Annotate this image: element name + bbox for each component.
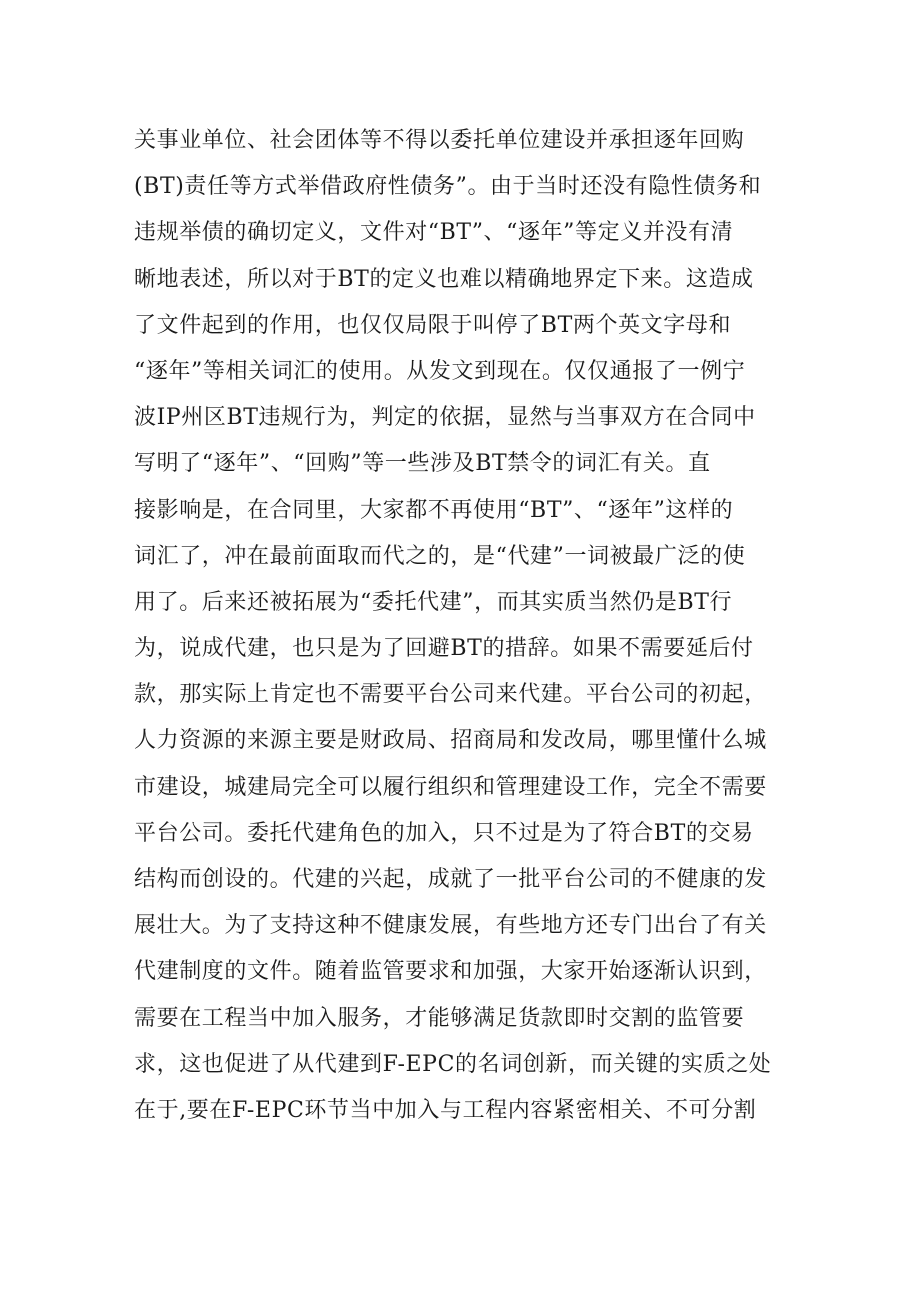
text-line: (BT)责任等方式举借政府性债务”。由于当时还没有隐性债务和 [134, 174, 762, 200]
text-line: 展壮大。为了支持这种不健康发展，有些地方还专门出台了有关 [134, 913, 767, 939]
text-line: 接影响是，在合同里，大家都不再使用“BT”、“逐年”这样的 [134, 497, 734, 523]
text-line: 在于,要在F-EPC环节当中加入与工程内容紧密相关、不可分割 [134, 1097, 757, 1123]
text-line: 款，那实际上肯定也不需要平台公司来代建。平台公司的初起， [134, 682, 767, 708]
text-line: 词汇了，冲在最前面取而代之的，是“代建”一词被最广泛的使 [134, 543, 746, 569]
text-line: 为，说成代建，也只是为了回避BT的措辞。如果不需要延后付 [134, 636, 754, 662]
text-line: 人力资源的来源主要是财政局、招商局和发改局，哪里懂什么城 [134, 728, 767, 754]
text-line: “逐年”等相关词汇的使用。从发文到现在。仅仅通报了一例宁 [134, 358, 746, 384]
text-line: 代建制度的文件。随着监管要求和加强，大家开始逐渐认识到， [134, 959, 767, 985]
text-line: 用了。后来还被拓展为“委托代建”，而其实质当然仍是BT行 [134, 589, 733, 615]
text-line: 关事业单位、社会团体等不得以委托单位建设并承担逐年回购 [134, 128, 745, 153]
text-line: 市建设，城建局完全可以履行组织和管理建设工作，完全不需要 [134, 774, 767, 800]
text-line: 晰地表述，所以对于BT的定义也难以精确地界定下来。这造成 [134, 266, 754, 292]
text-line: 波IP州区BT违规行为，判定的依据，显然与当事双方在合同中 [134, 405, 756, 431]
body-text [134, 118, 794, 1134]
text-line: 需要在工程当中加入服务，才能够满足货款即时交割的监管要 [134, 1005, 745, 1031]
text-line: 了文件起到的作用，也仅仅局限于叫停了BT两个英文字母和 [134, 312, 732, 338]
text-line: 求，这也促进了从代建到F-EPC的名词创新，而关键的实质之处 [134, 1051, 772, 1077]
text-line: 平台公司。委托代建角色的加入，只不过是为了符合BT的交易 [134, 820, 754, 846]
text-line: 违规举债的确切定义，文件对“BT”、“逐年”等定义并没有清 [134, 220, 734, 246]
text-line: 结构而创设的。代建的兴起，成就了一批平台公司的不健康的发 [134, 867, 767, 892]
text-line: 写明了“逐年”、“回购”等一些涉及BT禁令的词汇有关。直 [134, 451, 711, 477]
